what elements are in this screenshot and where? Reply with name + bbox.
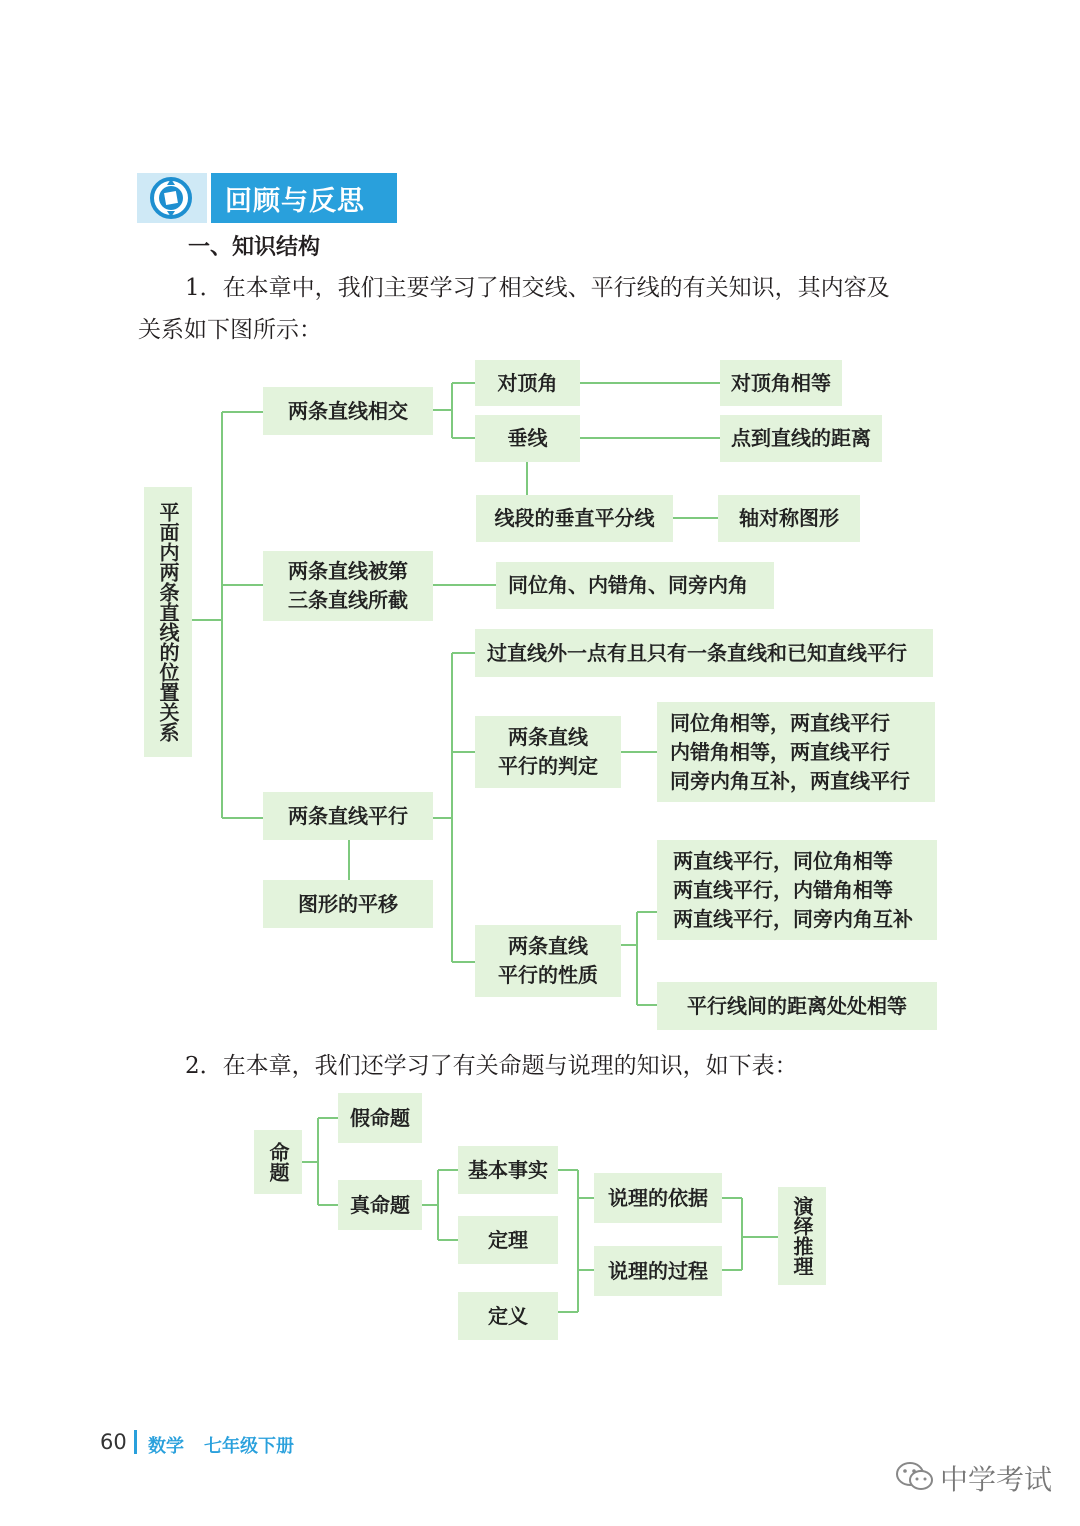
node-cut-line-1: 两条直线被第 [288, 559, 408, 583]
property-item: 两直线平行，同位角相等 [673, 848, 893, 873]
paragraph-1-line-2: 关系如下图所示： [138, 317, 322, 343]
node-theorem: 定理 [458, 1216, 558, 1264]
node-point-distance: 点到直线的距离 [720, 415, 882, 462]
node-cut-line-2: 三条直线所截 [288, 588, 408, 612]
node-axial-symmetry: 轴对称图形 [718, 495, 860, 542]
node-intersect: 两条直线相交 [263, 387, 433, 435]
node-criteria-line-2: 平行的判定 [498, 754, 598, 778]
node-criteria-line-1: 两条直线 [508, 725, 588, 749]
node-angles: 同位角、内错角、同旁内角 [496, 562, 774, 609]
footer-grade: 七年级下册 [204, 1436, 294, 1457]
watermark-text: 中学考试 [940, 1463, 1053, 1496]
footer-subject: 数学 [148, 1436, 184, 1457]
property-item: 两直线平行，同旁内角互补 [673, 906, 913, 931]
node-true-proposition: 真命题 [338, 1180, 422, 1230]
section-heading: 一、知识结构 [188, 235, 321, 260]
node-definition: 定义 [458, 1292, 558, 1340]
criteria-item: 内错角相等，两直线平行 [670, 739, 890, 764]
node-property-line-1: 两条直线 [508, 934, 588, 958]
page-number: 60 [100, 1430, 127, 1454]
node-unique-parallel: 过直线外一点有且只有一条直线和已知直线平行 [475, 629, 933, 677]
node-perp-bisector: 线段的垂直平分线 [476, 495, 673, 542]
footer-divider [134, 1430, 137, 1454]
paragraph-2: 2．在本章，我们还学习了有关命题与说理的知识，如下表： [185, 1053, 798, 1079]
node-basic-fact: 基本事实 [458, 1146, 558, 1194]
node-proposition: 命题 [254, 1130, 302, 1194]
node-deductive-reasoning: 演绎推理 [778, 1187, 826, 1285]
wechat-icon [895, 1460, 935, 1494]
node-reasoning-process: 说理的过程 [594, 1246, 722, 1296]
node-property-line-2: 平行的性质 [498, 963, 598, 987]
node-distance-equal: 平行线间的距离处处相等 [657, 982, 937, 1030]
paragraph-1-line-1: 1．在本章中，我们主要学习了相交线、平行线的有关知识，其内容及 [185, 275, 890, 301]
criteria-item: 同位角相等，两直线平行 [670, 710, 890, 735]
node-false-proposition: 假命题 [338, 1093, 422, 1143]
property-item: 两直线平行，内错角相等 [673, 877, 893, 902]
node-reasoning-basis: 说理的依据 [594, 1173, 722, 1223]
criteria-item: 同旁内角互补，两直线平行 [670, 768, 910, 793]
banner-title: 回顾与反思 [225, 186, 365, 217]
node-parallel: 两条直线平行 [263, 792, 433, 840]
node-vertical-angle-equal: 对顶角相等 [720, 360, 842, 406]
node-perpendicular: 垂线 [475, 415, 580, 462]
node-vertical-angle: 对顶角 [475, 360, 580, 406]
root-node: 平面内两条直线的位置关系 [144, 487, 192, 757]
node-translation: 图形的平移 [263, 880, 433, 928]
